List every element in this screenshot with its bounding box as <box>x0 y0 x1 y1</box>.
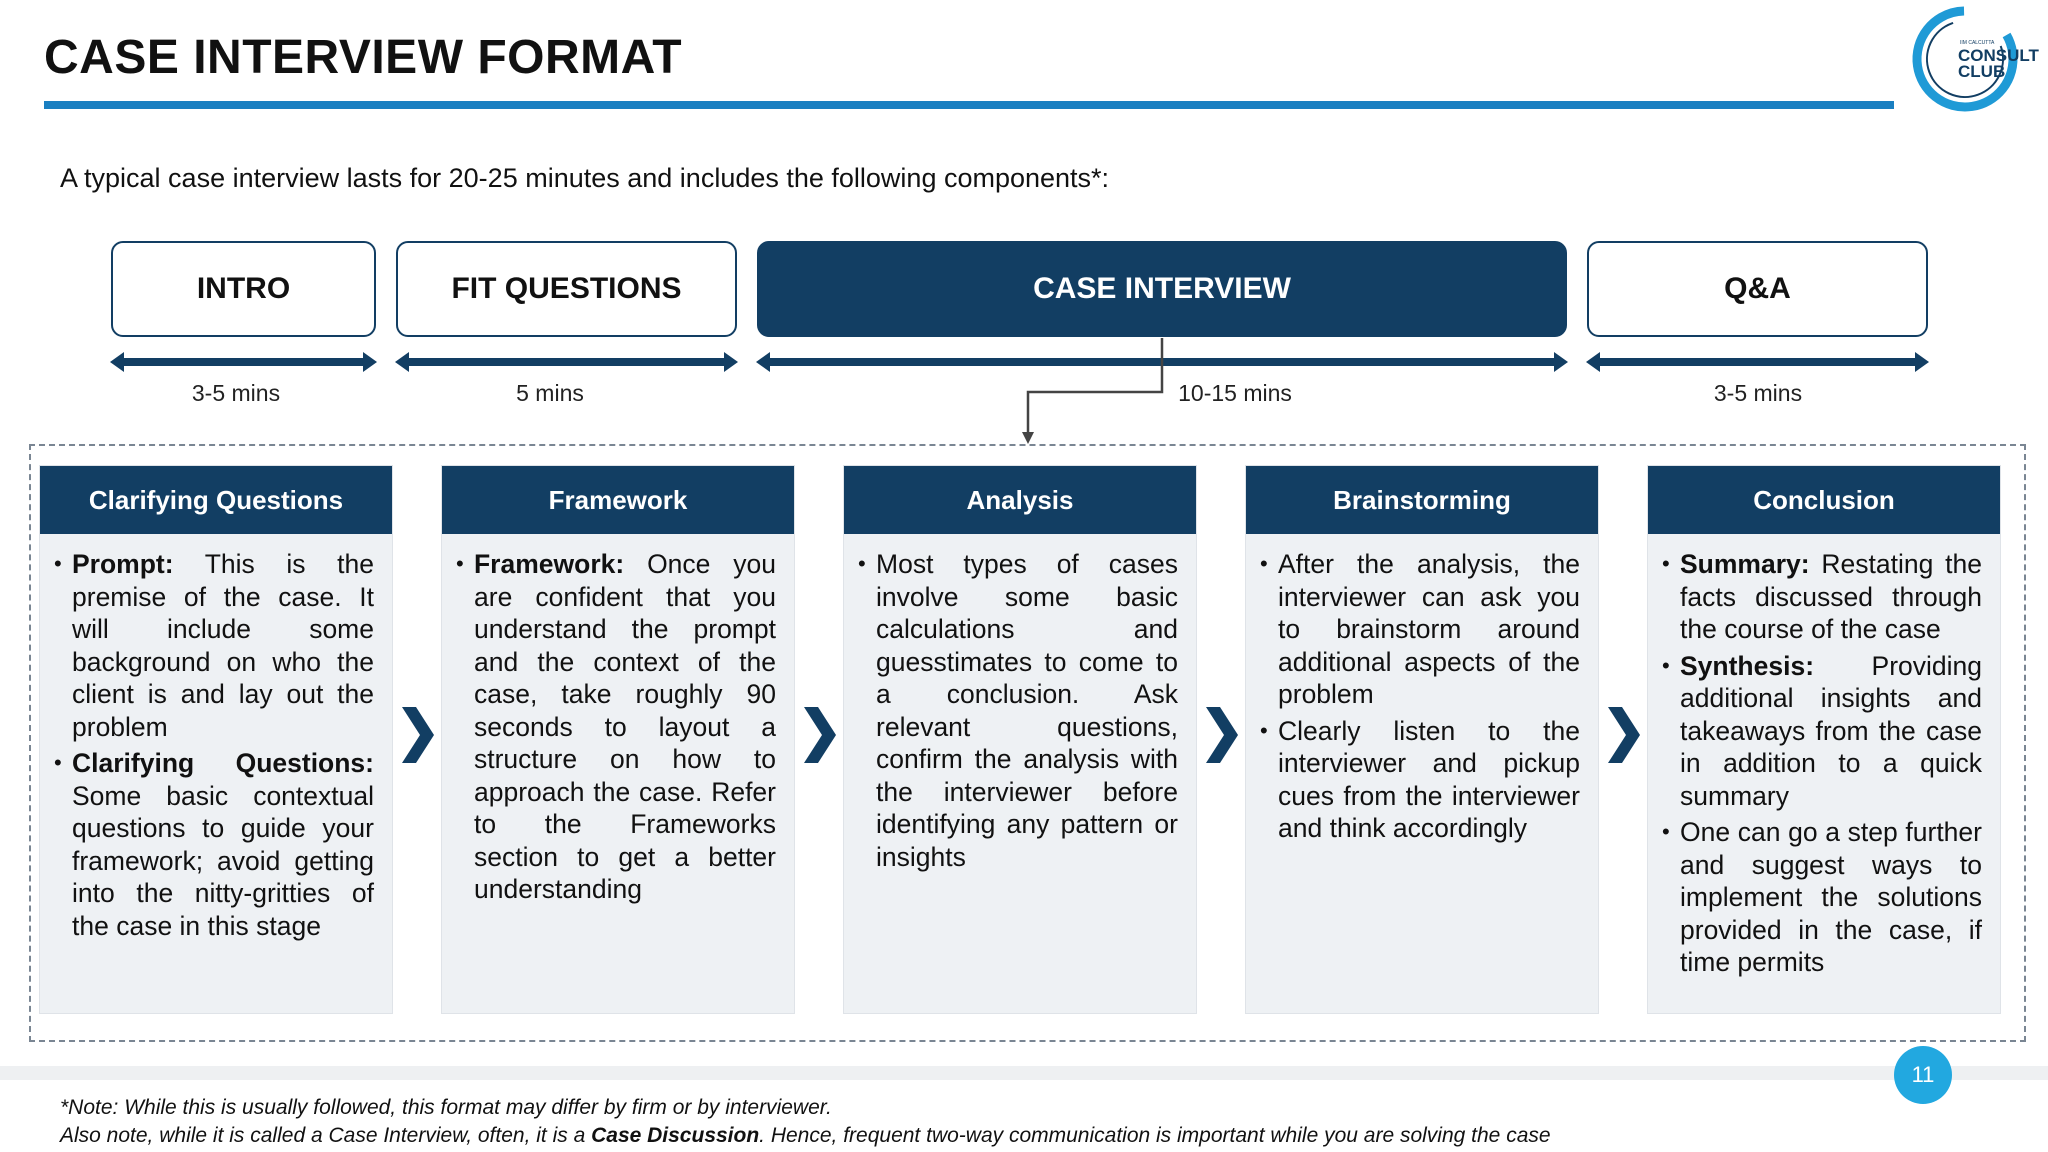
consult-club-logo <box>1910 4 2039 114</box>
page-number-badge: 11 <box>1894 1046 1952 1104</box>
subtitle: A typical case interview lasts for 20-25 minutes and includes the following components*: <box>60 163 1110 193</box>
list-item: • After the analysis, the interviewer can ask you to brainstorm around additional aspects of the problem <box>1260 549 1580 709</box>
list-item: • One can go a step further and suggest ways to implement the solutions provided in the case, if time permits <box>1662 817 1982 977</box>
chevron-right-icon <box>1204 705 1240 765</box>
duration-qa: 3-5 mins <box>1713 380 1803 406</box>
list-item: • Clearly listen to the interviewer and pickup cues from the interviewer and think accordingly <box>1260 715 1580 843</box>
chevron-right-icon <box>1606 705 1642 765</box>
footer-divider <box>0 1066 2048 1080</box>
card-conclusion <box>1647 465 2001 1014</box>
card-analysis <box>843 465 1197 1014</box>
duration-intro: 3-5 mins <box>191 380 281 406</box>
logo-text-club: CLUB <box>1958 62 2006 81</box>
phase-qa: Q&A <box>1587 241 1928 337</box>
card-title: Conclusion <box>1648 466 2000 534</box>
card-title: Clarifying Questions <box>40 466 392 534</box>
list-item: • Clarifying Questions: Some basic contextual questions to guide your framework; avoid getting into the nitty-gritties of the case in this stage <box>54 748 374 941</box>
card-title: Analysis <box>844 466 1196 534</box>
chevron-right-icon <box>802 705 838 765</box>
card-title: Brainstorming <box>1246 466 1598 534</box>
list-item: • Prompt: This is the premise of the case. It will include some background on who the client is and lay out the problem <box>54 549 374 742</box>
duration-case-interview: 10-15 mins <box>1178 380 1292 406</box>
phase-case-interview: CASE INTERVIEW <box>757 241 1567 337</box>
logo-text-consult: CONSULT <box>1958 46 2039 65</box>
duration-fit-questions: 5 mins <box>516 380 584 406</box>
footer-note-2: Also note, while it is called a Case Interview, often, it is a Case Discussion. Hence, frequent two-way communication is important while you are solving the case <box>60 1124 1551 1147</box>
list-item: • Framework: Once you are confident that you understand the prompt and the context of the case, take roughly 90 seconds to layout a structure on how to approach the case. Refer to the Frameworks section to get a better understanding <box>456 549 776 904</box>
chevron-right-icon <box>400 705 436 765</box>
title-underline <box>44 101 1894 109</box>
list-item: • Synthesis: Providing additional insights and takeaways from the case in addition to a quick summary <box>1662 650 1982 811</box>
card-title: Framework <box>442 466 794 534</box>
card-framework <box>441 465 795 1014</box>
card-brainstorming <box>1245 465 1599 1014</box>
page-title: CASE INTERVIEW FORMAT <box>44 31 683 84</box>
phase-fit-questions: FIT QUESTIONS <box>396 241 737 337</box>
logo-small-text: IIM CALCUTTA <box>1960 40 1995 46</box>
phase-intro: INTRO <box>111 241 376 337</box>
list-item: • Most types of cases involve some basic calculations and guesstimates to come to a conclusion. Ask relevant questions, confirm the analysis with the interviewer before identifying any pattern or insights <box>858 549 1178 872</box>
footer-note-1: *Note: While this is usually followed, this format may differ by firm or by interviewer. <box>60 1096 832 1119</box>
card-clarifying-questions <box>39 465 393 1014</box>
list-item: • Summary: Restating the facts discussed through the course of the case <box>1662 549 1982 644</box>
